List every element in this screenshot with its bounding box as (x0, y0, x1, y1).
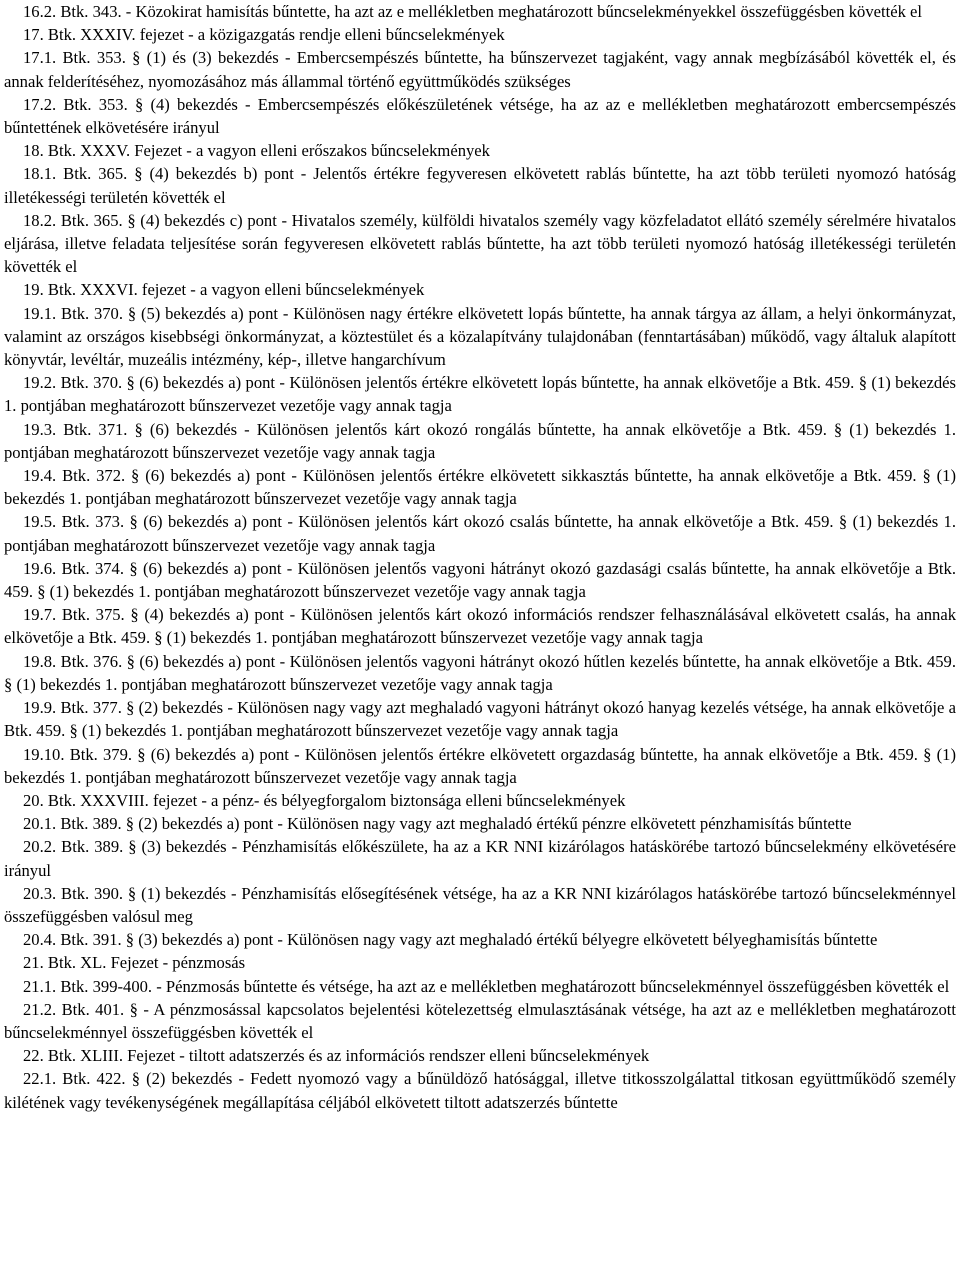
paragraph: 21.2. Btk. 401. § - A pénzmosással kapcsolatos bejelentési kötelezettség elmulasztásának vétsége, ha azt az e mellékletben meghatározott bűncselekménnyel összefüggésben követték el (4, 999, 956, 1042)
paragraph: 19.7. Btk. 375. § (4) bekezdés a) pont - Különösen jelentős kárt okozó információs rendszer felhasználásával elkövetett csalás, ha annak elkövetője a Btk. 459. § (1) bekezdés 1. pontjában meghatározott bűnszervezet vezetője vagy annak tagja (4, 605, 956, 648)
paragraph: 16.2. Btk. 343. - Közokirat hamisítás bűntette, ha azt az e mellékletben meghatározott bűncselekményekkel összefüggésben követték el (23, 2, 922, 21)
paragraph: 18.2. Btk. 365. § (4) bekezdés c) pont - Hivatalos személy, külföldi hivatalos személy vagy közfeladatot ellátó személy sérelmére hivatalos eljárása, illetve feladata teljesítése során fegyveresen elkövetett rablás bűntette, ha azt több területi nyomozó hatóság illetékességi területén követték el (4, 210, 956, 277)
chapter-heading: 17. Btk. XXXIV. fejezet - a közigazgatás rendje elleni bűncselekmények (23, 25, 505, 45)
paragraph: 19.3. Btk. 371. § (6) bekezdés - Különösen jelentős kárt okozó rongálás bűntette, ha annak elkövetője a Btk. 459. § (1) bekezdés 1. pontjában meghatározott bűnszervezet vezetője vagy annak tagja (4, 419, 956, 462)
paragraph: 19.4. Btk. 372. § (6) bekezdés a) pont - Különösen jelentős értékre elkövetett sikkasztás bűntette, ha annak elkövetője a Btk. 459. § (1) bekezdés 1. pontjában meghatározott bűnszervezet vezetője vagy annak tagja (4, 466, 956, 509)
chapter-heading: 18. Btk. XXXV. Fejezet - a vagyon elleni erőszakos bűncselekmények (23, 141, 490, 161)
paragraph: 20.1. Btk. 389. § (2) bekezdés a) pont - Különösen nagy vagy azt meghaladó értékű pénzre elkövetett pénzhamisítás bűntette (23, 814, 852, 834)
paragraph: 19.6. Btk. 374. § (6) bekezdés a) pont - Különösen jelentős vagyoni hátrányt okozó gazdasági csalás bűntette, ha annak elkövetője a Btk. 459. § (1) bekezdés 1. pontjában meghatározott bűnszervezet vezetője vagy annak tagja (4, 558, 956, 602)
chapter-heading: 21. Btk. XL. Fejezet - pénzmosás (23, 953, 246, 973)
paragraph: 17.1. Btk. 353. § (1) és (3) bekezdés - Embercsempészés bűntette, ha bűnszervezet tagjaként, vagy annak megbízásából követték el, és annak felderítéséhez, nyomozásához más állammal történő együttműködés szükséges (4, 48, 956, 91)
paragraph: 19.8. Btk. 376. § (6) bekezdés a) pont - Különösen jelentős vagyoni hátrányt okozó hűtlen kezelés bűntette, ha annak elkövetője a Btk. 459. § (1) bekezdés 1. pontjában meghatározott bűnszervezet vezetője vagy annak tagja (4, 651, 956, 694)
paragraph: 19.5. Btk. 373. § (6) bekezdés a) pont - Különösen jelentős kárt okozó csalás bűntette, ha annak elkövetője a Btk. 459. § (1) bekezdés 1. pontjában meghatározott bűnszervezet vezetője vagy annak tagja (4, 512, 956, 555)
paragraph: 19.1. Btk. 370. § (5) bekezdés a) pont - Különösen nagy értékre elkövetett lopás bűntette, ha annak tárgya az állam, a helyi önkormányzat, valamint az országos kisebbségi önkormányzat, a köztestület és a közalapítvány tulajdonában (fenntartásában) működő, vagy általuk alapított könyvtár, levéltár, muzeális intézmény, kép-, illetve hangarchívum (4, 303, 956, 370)
paragraph: 20.3. Btk. 390. § (1) bekezdés - Pénzhamisítás elősegítésének vétsége, ha az a KR NNI kizárólagos hatáskörébe tartozó bűncselekménnyel összefüggésben valósul meg (4, 883, 956, 926)
paragraph: 20.2. Btk. 389. § (3) bekezdés - Pénzhamisítás előkészülete, ha az a KR NNI kizárólagos hatáskörébe tartozó bűncselekmény elkövetésére irányul (4, 837, 956, 880)
chapter-heading: 20. Btk. XXXVIII. fejezet - a pénz- és bélyegforgalom biztonsága elleni bűncselekmények (23, 790, 626, 810)
paragraph: 18.1. Btk. 365. § (4) bekezdés b) pont - Jelentős értékre fegyveresen elkövetett rablás bűntette, ha azt több területi nyomozó hatóság illetékességi területén követték el (4, 164, 956, 207)
chapter-heading: 19. Btk. XXXVI. fejezet - a vagyon elleni bűncselekmények (23, 280, 425, 300)
paragraph: 19.2. Btk. 370. § (6) bekezdés a) pont - Különösen jelentős értékre elkövetett lopás bűntette, ha annak elkövetője a Btk. 459. § (1) bekezdés 1. pontjában meghatározott bűnszervezet vezetője vagy annak tagja (4, 373, 956, 416)
paragraph: 19.9. Btk. 377. § (2) bekezdés - Különösen nagy vagy azt meghaladó vagyoni hátrányt okozó hanyag kezelés vétsége, ha annak elkövetője a Btk. 459. § (1) bekezdés 1. pontjában meghatározott bűnszervezet vezetője vagy annak tagja (4, 698, 956, 741)
paragraph: 19.10. Btk. 379. § (6) bekezdés a) pont - Különösen jelentős értékre elkövetett orgazdaság bűntette, ha annak elkövetője a Btk. 459. § (1) bekezdés 1. pontjában meghatározott bűnszervezet vezetője vagy annak tagja (4, 744, 956, 787)
paragraph: 20.4. Btk. 391. § (3) bekezdés a) pont - Különösen nagy vagy azt meghaladó értékű bélyegre elkövetett bélyeghamisítás bűntette (23, 930, 878, 950)
paragraph: 17.2. Btk. 353. § (4) bekezdés - Embercsempészés előkészületének vétsége, ha az az e mellékletben meghatározott embercsempészés bűntettének elkövetésére irányul (4, 94, 956, 138)
paragraph: 22.1. Btk. 422. § (2) bekezdés - Fedett nyomozó vagy a bűnüldöző hatósággal, illetve titkosszolgálattal titkosan együttműködő személy kilétének vagy tevékenységének megállapítása céljából elkövetett tiltott adatszerzés bűntette (4, 1069, 956, 1112)
chapter-heading: 22. Btk. XLIII. Fejezet - tiltott adatszerzés és az információs rendszer elleni bűncselekmények (23, 1046, 650, 1066)
paragraph: 21.1. Btk. 399-400. - Pénzmosás bűntette és vétsége, ha azt az e mellékletben meghatározott bűncselekménnyel összefüggésben követték el (23, 976, 950, 996)
